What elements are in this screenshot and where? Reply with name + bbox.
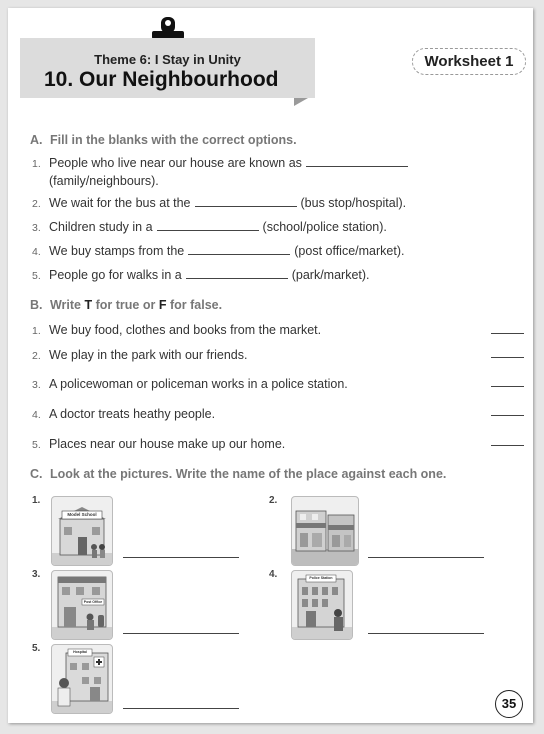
- a-item-4-number: 4.: [32, 246, 41, 258]
- c-item-1-number: 1.: [32, 495, 41, 506]
- a-item-1-before: People who live near our house are known as: [49, 156, 302, 170]
- school-picture: [51, 496, 113, 566]
- c-item-3-number: 3.: [32, 569, 41, 580]
- section-b-letter: B.: [30, 298, 43, 312]
- a-item-1-number: 1.: [32, 158, 41, 170]
- chapter-title: 10. Our Neighbourhood: [44, 68, 279, 91]
- b-item-5-number: 5.: [32, 439, 41, 451]
- a-item-2-number: 2.: [32, 198, 41, 210]
- b-item-4-answer-line[interactable]: [491, 415, 524, 416]
- section-a-instruction: Fill in the blanks with the correct options.: [49, 133, 297, 147]
- a-item-2-text: [49, 194, 406, 212]
- a-item-4-text: [49, 242, 404, 260]
- b-item-2-number: 2.: [32, 350, 41, 362]
- post-office-sign: Post Office: [83, 600, 103, 604]
- a-item-2-blank[interactable]: [195, 194, 297, 207]
- a-item-3-number: 3.: [32, 222, 41, 234]
- a-item-4-before: We buy stamps from the: [49, 244, 185, 258]
- b-item-5-text: Places near our house make up our home.: [49, 437, 286, 451]
- school-sign: Model School: [67, 512, 97, 517]
- c-item-2-number: 2.: [269, 495, 278, 506]
- b-item-5-answer-line[interactable]: [491, 445, 524, 446]
- banner-fold: [294, 98, 308, 106]
- police-station-sign: Police Station: [309, 576, 333, 580]
- a-item-5-blank[interactable]: [186, 266, 288, 279]
- a-item-3-blank[interactable]: [157, 218, 259, 231]
- b-item-1-number: 1.: [32, 325, 41, 337]
- a-item-5-number: 5.: [32, 270, 41, 282]
- b-item-2-answer-line[interactable]: [491, 357, 524, 358]
- title-banner: [20, 38, 315, 98]
- section-b-heading: [30, 298, 222, 312]
- a-item-1-blank[interactable]: [306, 154, 408, 167]
- c-item-4-answer-line[interactable]: [368, 633, 484, 634]
- c-item-1-answer-line[interactable]: [123, 557, 239, 558]
- theme-label: Theme 6: I Stay in Unity: [94, 52, 241, 67]
- b-item-4-number: 4.: [32, 409, 41, 421]
- a-item-1-text: [49, 154, 412, 172]
- b-item-2-text: We play in the park with our friends.: [49, 348, 248, 362]
- section-a-letter: A.: [30, 133, 43, 147]
- b-item-1-answer-line[interactable]: [491, 333, 524, 334]
- a-item-2-after: (bus stop/hospital).: [300, 196, 407, 210]
- section-c-instruction: Look at the pictures. Write the name of the place against each one.: [49, 467, 447, 481]
- a-item-1-line2: (family/neighbours).: [49, 174, 159, 188]
- hospital-picture: [51, 644, 113, 714]
- page-number: 35: [495, 690, 523, 718]
- worksheet-badge: Worksheet 1: [412, 48, 526, 75]
- a-item-4-blank[interactable]: [188, 242, 290, 255]
- police-station-picture: [291, 570, 353, 640]
- market-picture: [291, 496, 359, 566]
- b-item-4-text: A doctor treats heathy people.: [49, 407, 216, 421]
- market-icon: [292, 497, 358, 565]
- a-item-2-before: We wait for the bus at the: [49, 196, 191, 210]
- b-item-1-text: We buy food, clothes and books from the market.: [49, 323, 322, 337]
- section-b-true-letter: T: [84, 298, 93, 312]
- b-item-3-number: 3.: [32, 379, 41, 391]
- section-c-heading: [30, 467, 446, 481]
- a-item-5-after: (park/market).: [291, 268, 370, 282]
- c-item-2-answer-line[interactable]: [368, 557, 484, 558]
- section-b-instr-post: for false.: [169, 298, 223, 312]
- a-item-3-text: [49, 218, 387, 236]
- post-office-picture: [51, 570, 113, 640]
- section-b-instr-mid: for true or: [95, 298, 156, 312]
- a-item-3-before: Children study in a: [49, 220, 153, 234]
- section-a-heading: [30, 133, 297, 147]
- a-item-3-after: (school/police station).: [262, 220, 387, 234]
- c-item-5-answer-line[interactable]: [123, 708, 239, 709]
- hospital-sign: Hospital: [73, 650, 87, 654]
- section-b-false-letter: F: [158, 298, 167, 312]
- section-b-instr-pre: Write: [49, 298, 82, 312]
- a-item-5-before: People go for walks in a: [49, 268, 182, 282]
- b-item-3-text: A policewoman or policeman works in a police station.: [49, 377, 348, 391]
- school-icon: [52, 497, 112, 565]
- c-item-5-number: 5.: [32, 643, 41, 654]
- a-item-5-text: [49, 266, 370, 284]
- b-item-3-answer-line[interactable]: [491, 386, 524, 387]
- section-c-letter: C.: [30, 467, 43, 481]
- a-item-4-after: (post office/market).: [294, 244, 405, 258]
- c-item-4-number: 4.: [269, 569, 278, 580]
- c-item-3-answer-line[interactable]: [123, 633, 239, 634]
- post-office-icon: [52, 571, 112, 639]
